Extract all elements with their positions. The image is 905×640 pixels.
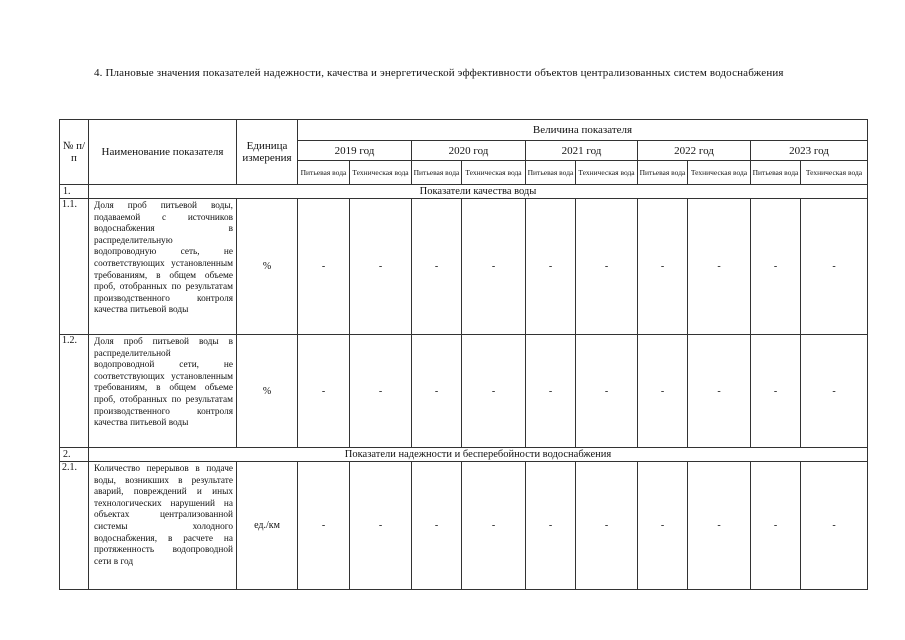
value-cell: -	[688, 199, 751, 335]
section-title: Показатели надежности и бесперебойности водоснабжения	[89, 448, 868, 462]
section-number: 2.	[60, 448, 89, 462]
subheader-technical: Техническая вода	[801, 161, 868, 185]
value-cell: -	[298, 462, 350, 590]
subheader-drinking: Питьевая вода	[412, 161, 462, 185]
value-cell: -	[751, 335, 801, 448]
value-cell: -	[526, 335, 576, 448]
value-cell: -	[688, 462, 751, 590]
indicators-table	[59, 119, 868, 590]
value-cell: -	[350, 335, 412, 448]
subheader-technical: Техническая вода	[350, 161, 412, 185]
value-cell: -	[462, 335, 526, 448]
value-cell: -	[688, 335, 751, 448]
value-cell: -	[298, 199, 350, 335]
subheader-drinking: Питьевая вода	[638, 161, 688, 185]
section-heading: 4. Плановые значения показателей надежности, качества и энергетической эффективности объектов централизованных систем водоснабжения	[94, 67, 784, 79]
header-year-2023: 2023 год	[751, 141, 868, 161]
value-cell: -	[412, 462, 462, 590]
value-cell: -	[801, 462, 868, 590]
indicator-name: Количество перерывов в подаче воды, возникших в результате аварий, повреждений и иных технологических нарушений на объектах централизованной системы холодного водоснабжения, в расчете на протяженность водопроводной сети в год	[89, 462, 237, 590]
section-number: 1.	[60, 185, 89, 199]
value-cell: -	[751, 199, 801, 335]
subheader-technical: Техническая вода	[688, 161, 751, 185]
header-year-2021: 2021 год	[526, 141, 638, 161]
table-row	[60, 462, 868, 590]
value-cell: -	[462, 199, 526, 335]
row-number: 2.1.	[60, 462, 89, 590]
value-cell: -	[412, 335, 462, 448]
table-row	[60, 335, 868, 448]
unit-cell: ед./км	[237, 462, 298, 590]
value-cell: -	[801, 335, 868, 448]
value-cell: -	[298, 335, 350, 448]
value-cell: -	[576, 335, 638, 448]
table-row	[60, 199, 868, 335]
indicator-name: Доля проб питьевой воды в распределительной водопроводной сети, не соответствующих установленным требованиям, в общем объеме проб, отобранных по результатам производственного контроля качества питьевой воды	[89, 335, 237, 448]
row-number: 1.2.	[60, 335, 89, 448]
unit-cell: %	[237, 335, 298, 448]
header-year-2019: 2019 год	[298, 141, 412, 161]
row-number: 1.1.	[60, 199, 89, 335]
header-year-2020: 2020 год	[412, 141, 526, 161]
value-cell: -	[350, 199, 412, 335]
value-cell: -	[576, 199, 638, 335]
value-cell: -	[638, 462, 688, 590]
value-cell: -	[576, 462, 638, 590]
value-cell: -	[638, 335, 688, 448]
value-cell: -	[412, 199, 462, 335]
subheader-drinking: Питьевая вода	[526, 161, 576, 185]
value-cell: -	[526, 199, 576, 335]
value-cell: -	[801, 199, 868, 335]
section-row	[60, 185, 868, 199]
subheader-technical: Техническая вода	[462, 161, 526, 185]
subheader-technical: Техническая вода	[576, 161, 638, 185]
section-row	[60, 448, 868, 462]
header-value: Величина показателя	[298, 120, 868, 141]
header-number: № п/п	[60, 120, 89, 185]
value-cell: -	[350, 462, 412, 590]
value-cell: -	[751, 462, 801, 590]
value-cell: -	[638, 199, 688, 335]
indicator-name: Доля проб питьевой воды, подаваемой с источников водоснабжения в распределительную водопроводную сеть, не соответствующих установленным требованиям, в общем объеме проб, отобранных по результатам производственного контроля качества питьевой воды	[89, 199, 237, 335]
header-name: Наименование показателя	[89, 120, 237, 185]
unit-cell: %	[237, 199, 298, 335]
section-title: Показатели качества воды	[89, 185, 868, 199]
value-cell: -	[526, 462, 576, 590]
subheader-drinking: Питьевая вода	[298, 161, 350, 185]
header-year-2022: 2022 год	[638, 141, 751, 161]
header-unit: Единица измерения	[237, 120, 298, 185]
subheader-drinking: Питьевая вода	[751, 161, 801, 185]
value-cell: -	[462, 462, 526, 590]
